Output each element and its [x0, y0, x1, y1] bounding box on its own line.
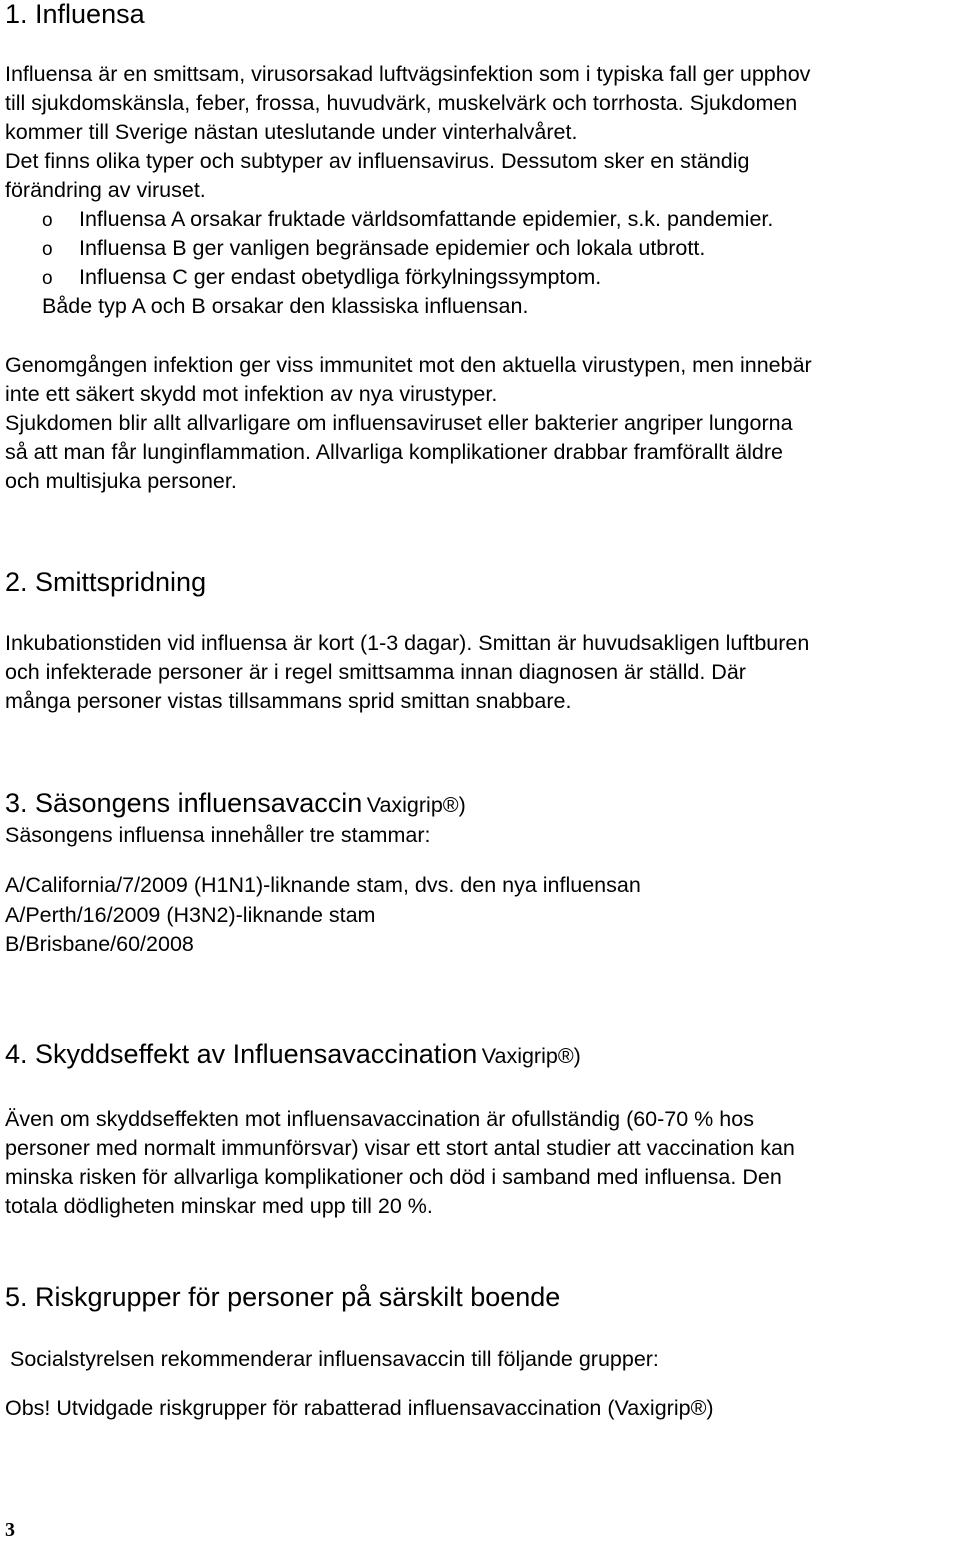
section-2-heading: 2. Smittspridning: [5, 567, 207, 597]
s2-para-line-1: Inkubationstiden vid influensa är kort (1-3 dagar). Smittan är huvudsakligen luftburen: [5, 631, 810, 655]
s1-para1-line-4: Det finns olika typer och subtyper av influensavirus. Dessutom sker en ständig: [5, 149, 750, 173]
s1-after-bullets: Både typ A och B orsakar den klassiska influensan.: [42, 294, 529, 318]
section-3-heading: 3. Säsongens influensavaccin: [5, 788, 363, 818]
s3-intro: Säsongens influensa innehåller tre stammar:: [5, 823, 431, 847]
section-4-heading: 4. Skyddseffekt av Influensavaccination: [5, 1039, 478, 1069]
section-4-heading-row: [5, 1038, 581, 1071]
page-number: 3: [5, 1519, 15, 1541]
s1-para2-line-3: Sjukdomen blir allt allvarligare om influensaviruset eller bakterier angriper lungorna: [5, 411, 793, 435]
s1-para2-line-2: inte ett säkert skydd mot infektion av nya virustyper.: [5, 382, 498, 406]
bullet-marker: o: [42, 239, 53, 260]
bullet-text: Influensa B ger vanligen begränsade epidemier och lokala utbrott.: [79, 236, 706, 260]
strain-line: B/Brisbane/60/2008: [5, 932, 194, 956]
s5-line-1: Socialstyrelsen rekommenderar influensavaccin till följande grupper:: [10, 1347, 659, 1371]
section-5-heading: 5. Riskgrupper för personer på särskilt boende: [5, 1282, 561, 1312]
s1-para1-line-2: till sjukdomskänsla, feber, frossa, huvudvärk, muskelvärk och torrhosta. Sjukdomen: [5, 91, 798, 115]
s4-para-line-4: totala dödligheten minskar med upp till 20 %.: [5, 1194, 433, 1218]
section-4-heading-suffix: Vaxigrip®): [481, 1044, 581, 1068]
section-1-heading: 1. Influensa: [5, 0, 145, 29]
s1-para1-line-5: förändring av viruset.: [5, 178, 206, 202]
s1-para2-line-4: så att man får lunginflammation. Allvarliga komplikationer drabbar framförallt äldre: [5, 440, 783, 464]
s1-para1-line-3: kommer till Sverige nästan uteslutande under vinterhalvåret.: [5, 120, 578, 144]
s4-para-line-3: minska risken för allvarliga komplikationer och död i samband med influensa. Den: [5, 1165, 782, 1189]
bullet-item: [42, 234, 706, 264]
section-3-heading-row: [5, 787, 466, 820]
s4-para-line-2: personer med normalt immunförsvar) visar ett stort antal studier att vaccination kan: [5, 1136, 795, 1160]
s1-para2-line-5: och multisjuka personer.: [5, 469, 237, 493]
s2-para-line-2: och infekterade personer är i regel smittsamma innan diagnosen är ställd. Där: [5, 660, 746, 684]
s1-para1-line-1: Influensa är en smittsam, virusorsakad luftvägsinfektion som i typiska fall ger upphov: [5, 62, 811, 86]
strain-line: A/Perth/16/2009 (H3N2)-liknande stam: [5, 903, 376, 927]
bullet-text: Influensa C ger endast obetydliga förkylningssymptom.: [79, 265, 602, 289]
s4-para-line-1: Även om skyddseffekten mot influensavaccination är ofullständig (60-70 % hos: [5, 1107, 754, 1131]
bullet-marker: o: [42, 268, 53, 289]
bullet-item: [42, 205, 774, 235]
s2-para-line-3: många personer vistas tillsammans sprid smittan snabbare.: [5, 689, 572, 713]
bullet-item: [42, 263, 602, 293]
s5-line-2: Obs! Utvidgade riskgrupper för rabatterad influensavaccination (Vaxigrip®): [5, 1396, 714, 1420]
strain-line: A/California/7/2009 (H1N1)-liknande stam, dvs. den nya influensan: [5, 873, 641, 897]
section-3-heading-suffix: Vaxigrip®): [366, 793, 466, 817]
bullet-marker: o: [42, 210, 53, 231]
bullet-text: Influensa A orsakar fruktade världsomfattande epidemier, s.k. pandemier.: [79, 207, 774, 231]
s1-para2-line-1: Genomgången infektion ger viss immunitet mot den aktuella virustypen, men innebär: [5, 353, 812, 377]
